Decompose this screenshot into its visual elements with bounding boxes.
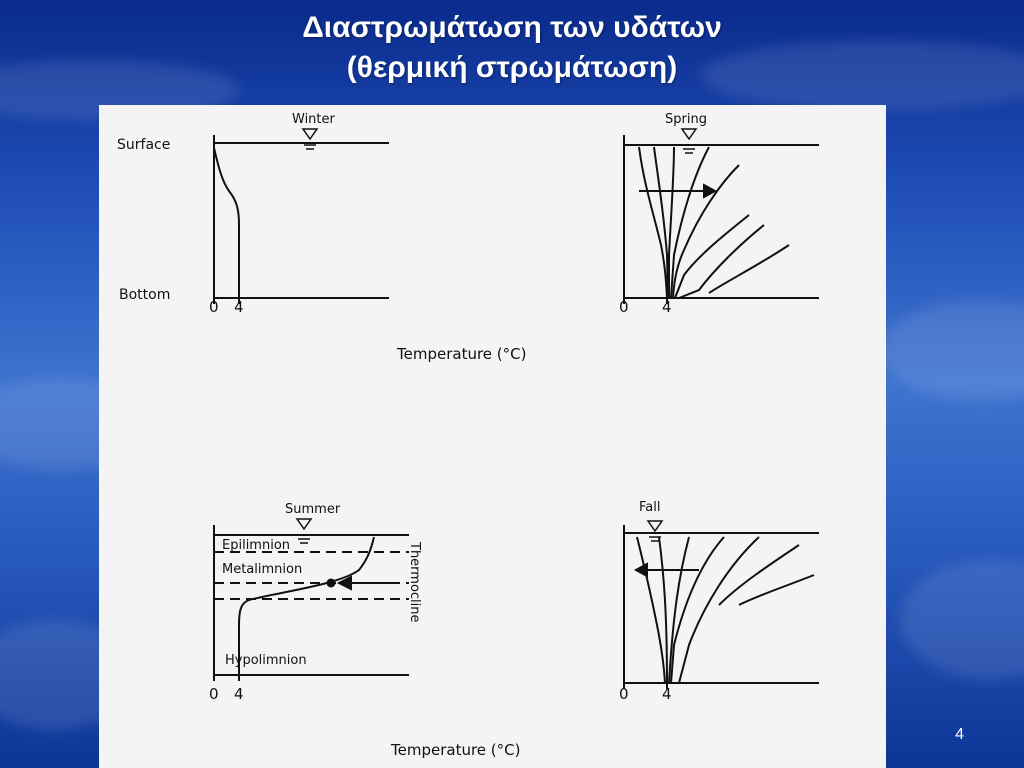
water-level-icon: [297, 519, 311, 529]
spring-tick-4: 4: [662, 298, 672, 316]
temperature-axis-label-top: Temperature (°C): [397, 345, 527, 363]
water-level-icon: [303, 129, 317, 139]
fall-mixing-curve: [671, 537, 724, 683]
thermocline-point: [328, 580, 335, 587]
page-number: 4: [955, 726, 964, 743]
epilimnion-label: Epilimnion: [222, 538, 291, 553]
spring-chart: [624, 129, 819, 304]
temperature-axis-label-bottom: Temperature (°C): [391, 741, 521, 759]
winter-tick-4: 4: [234, 298, 244, 316]
fall-label: Fall: [639, 500, 661, 515]
winter-temp-profile: [214, 148, 239, 298]
fall-mixing-curve: [679, 537, 759, 683]
slide-title-line1: Διαστρωμάτωση των υδάτων: [302, 11, 722, 44]
diagram-panel: [99, 105, 886, 768]
fall-chart: [624, 521, 819, 689]
thermocline-label: Thermocline: [407, 542, 422, 623]
bottom-label: Bottom: [119, 287, 171, 303]
stratification-diagram: [99, 105, 886, 768]
summer-label: Summer: [285, 502, 341, 517]
spring-mixing-curve: [675, 215, 749, 298]
metalimnion-label: Metalimnion: [222, 562, 303, 577]
summer-tick-4: 4: [234, 685, 244, 703]
summer-tick-0: 0: [209, 685, 219, 703]
spring-mixing-curve: [639, 147, 667, 298]
background-wave: [880, 300, 1024, 400]
slide-title: [0, 8, 1024, 88]
surface-label: Surface: [117, 137, 171, 153]
fall-tick-4: 4: [662, 685, 672, 703]
spring-mixing-curve: [679, 225, 764, 298]
water-level-icon: [648, 521, 662, 531]
spring-label: Spring: [665, 112, 707, 127]
background-wave: [900, 560, 1024, 680]
fall-tick-0: 0: [619, 685, 629, 703]
spring-tick-0: 0: [619, 298, 629, 316]
hypolimnion-label: Hypolimnion: [225, 653, 307, 668]
slide-title-line2: (θερμική στρωμάτωση): [346, 51, 678, 84]
winter-chart: [214, 129, 389, 304]
spring-mixing-curve: [709, 245, 789, 293]
winter-tick-0: 0: [209, 298, 219, 316]
fall-arrow-head: [636, 564, 647, 576]
water-level-icon: [682, 129, 696, 139]
winter-label: Winter: [292, 112, 335, 127]
